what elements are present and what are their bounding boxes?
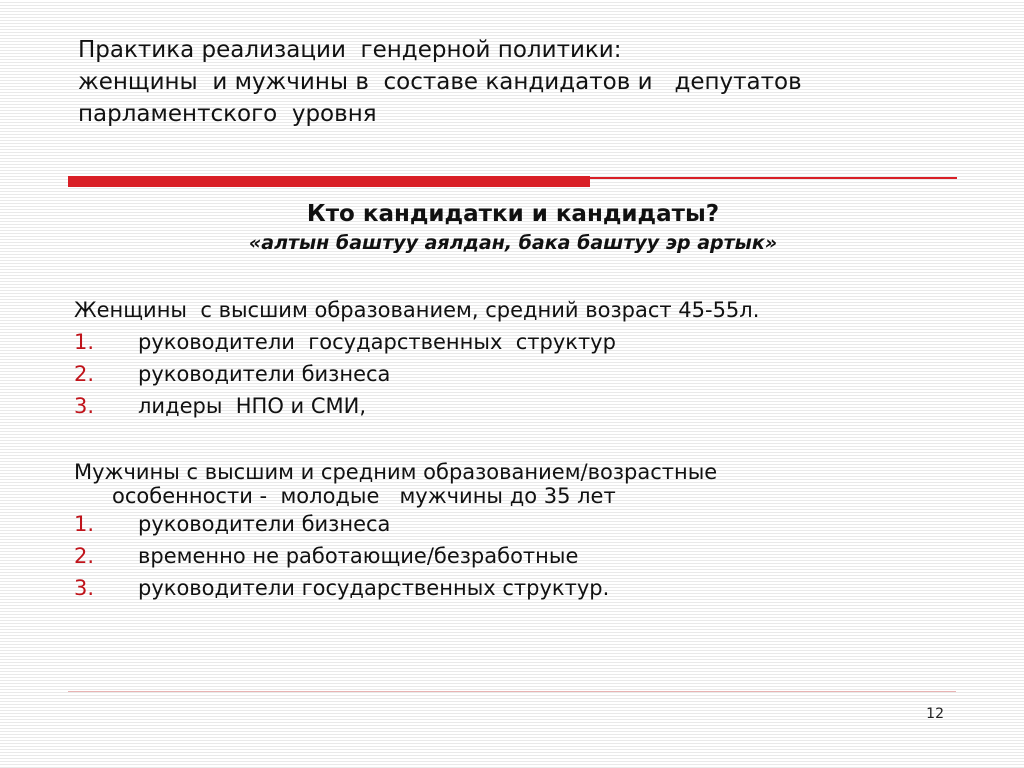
women-intro: Женщины с высшим образованием, средний возраст 45-55л. xyxy=(74,298,760,322)
list-number: 3. xyxy=(74,394,95,418)
list-item-text: лидеры НПО и СМИ, xyxy=(138,394,367,418)
men-list-item xyxy=(74,540,964,572)
accent-bar xyxy=(68,176,590,187)
list-item-text: руководители государственных структур xyxy=(138,330,616,354)
list-item-text: временно не работающие/безработные xyxy=(138,544,579,568)
men-intro-line-1: Мужчины с высшим и средним образованием/возрастные xyxy=(74,460,718,484)
list-number: 3. xyxy=(74,576,95,600)
footer-divider xyxy=(68,691,956,692)
slide-title xyxy=(78,34,978,130)
accent-line xyxy=(590,177,957,179)
list-item-text: руководители бизнеса xyxy=(138,512,391,536)
list-number: 1. xyxy=(74,330,95,354)
subheading-question: Кто кандидатки и кандидаты? xyxy=(306,201,720,227)
women-list-item xyxy=(74,390,964,422)
list-item-text: руководители государственных структур. xyxy=(138,576,610,600)
men-intro-line-2: особенности - молодые мужчины до 35 лет xyxy=(112,484,616,508)
list-number: 2. xyxy=(74,362,95,386)
men-list-item xyxy=(74,508,964,540)
men-section xyxy=(74,460,964,604)
subheading-proverb: «алтын баштуу аялдан, бака баштуу эр артык» xyxy=(248,232,778,254)
list-number: 1. xyxy=(74,512,95,536)
list-item-text: руководители бизнеса xyxy=(138,362,391,386)
list-number: 2. xyxy=(74,544,95,568)
men-list-item xyxy=(74,572,964,604)
women-section xyxy=(74,294,964,422)
subheading xyxy=(68,198,958,256)
title-line-1: Практика реализации гендерной политики: xyxy=(78,37,622,63)
page-number: 12 xyxy=(926,706,944,722)
women-list-item xyxy=(74,358,964,390)
title-line-3: парламентского уровня xyxy=(78,101,377,127)
title-line-2: женщины и мужчины в составе кандидатов и депутатов xyxy=(78,69,802,95)
women-list-item xyxy=(74,326,964,358)
